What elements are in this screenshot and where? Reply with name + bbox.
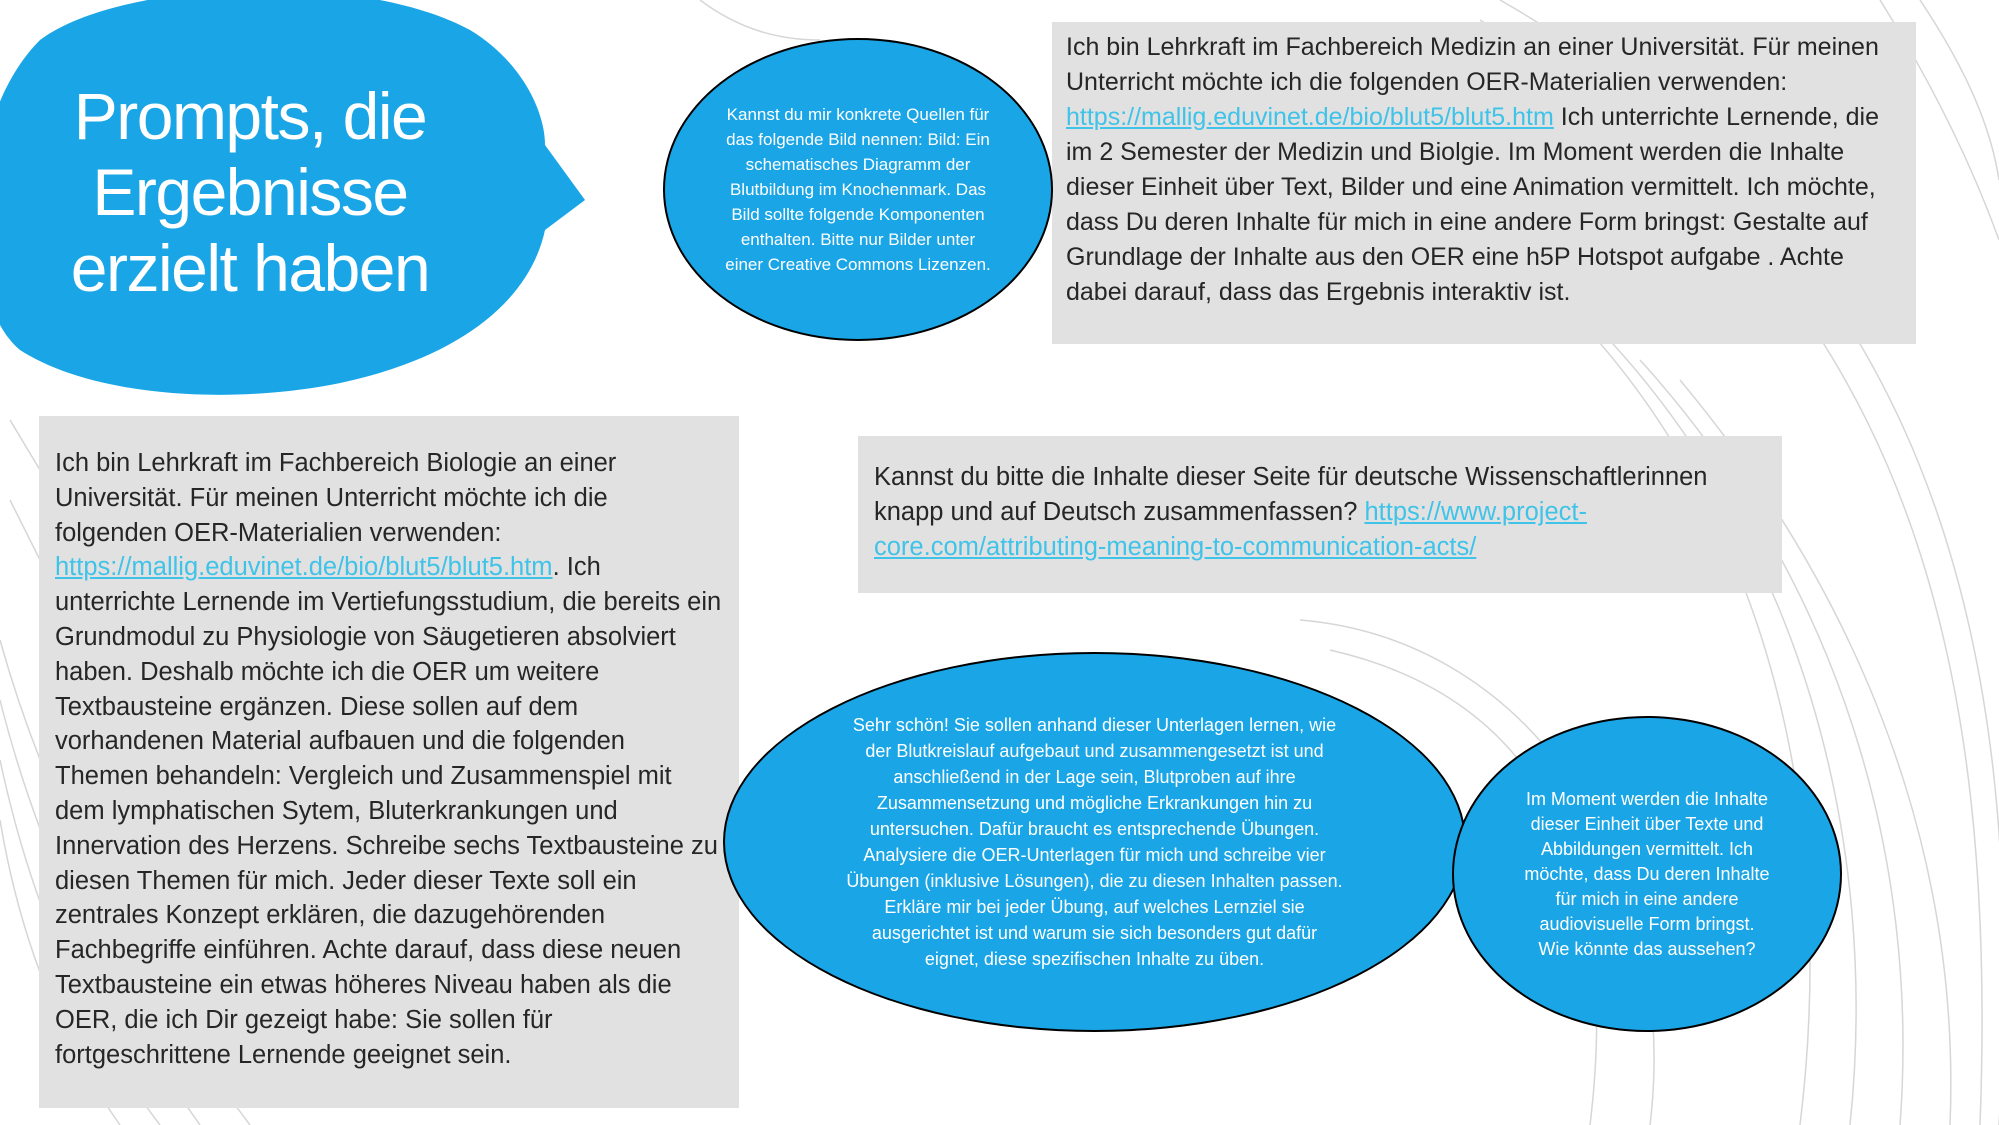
slide-title	[30, 78, 470, 306]
ellipse-text: Kannst du mir konkrete Quellen für das folgende Bild nennen: Bild: Ein schematisches Diagramm der Blutbildung im Knochenmark. Das Bild sollte folgende Komponenten enthalten. Bitte nur Bilder unter einer Creative Commons Lizenzen.	[725, 105, 991, 274]
oer-link[interactable]: https://mallig.eduvinet.de/bio/blut5/blut5.htm	[1066, 103, 1554, 131]
prompt-text: Ich bin Lehrkraft im Fachbereich Medizin an einer Universität. Für meinen Unterricht möchte ich die folgenden OER-Materialien verwenden:	[1066, 33, 1879, 96]
prompt-box-biologie	[39, 416, 739, 1108]
ellipse-text: Im Moment werden die Inhalte dieser Einheit über Texte und Abbildungen vermittelt. Ich möchte, dass Du deren Inhalte für mich in eine andere audiovisuelle Form bringst. Wie könnte das aussehen?	[1524, 788, 1770, 959]
prompt-text: Ich unterrichte Lernende, die im 2 Semester der Medizin und Biolgie. Im Moment werden die Inhalte dieser Einheit über Text, Bilder und eine Animation vermittelt. Ich möchte, dass Du deren Inhalte für mich in eine andere Form bringst: Gestalte auf Grundlage der Inhalte aus den OER eine h5P Hotspot aufgabe . Achte dabei darauf, dass das Ergebnis interaktiv ist.	[1066, 103, 1880, 306]
title-line: Ergebnisse	[92, 155, 408, 229]
prompt-text: Kannst du bitte die Inhalte dieser Seite für deutsche Wissenschaftlerinnen knapp und auf Deutsch zusammenfassen?	[874, 463, 1708, 526]
prompt-text: . Ich unterrichte Lernende im Vertiefungsstudium, die bereits ein Grundmodul zu Physiologie von Säugetieren absolviert haben. Deshalb möchte ich die OER um weitere Textbausteine ergänzen. Diese sollen auf dem vorhandenen Material aufbauen und die folgenden Themen behandeln: Vergleich und Zusammenspiel mit dem lymphatischen Sytem, Bluterkrankungen und Innervation des Herzens. Schreibe sechs Textbausteine zu diesen Themen für mich. Jeder dieser Texte soll ein zentrales Konzept erklären, die dazugehörenden Fachbegriffe einführen. Achte darauf, dass diese neuen Textbausteine ein etwas höheres Niveau haben als die OER, die ich Dir gezeigt habe: Sie sollen für fortgeschrittene Lernende geeignet sein.	[55, 553, 722, 1069]
prompt-ellipse-sources	[663, 38, 1053, 341]
title-line: Prompts, die	[73, 79, 427, 153]
prompt-text: Ich bin Lehrkraft im Fachbereich Biologie an einer Universität. Für meinen Unterricht möchte ich die folgenden OER-Materialien verwenden:	[55, 449, 617, 547]
prompt-box-summary	[858, 436, 1782, 593]
prompt-ellipse-audiovisual	[1452, 716, 1842, 1032]
project-core-link[interactable]: https://www.project-core.com/attributing-meaning-to-communication-acts/	[874, 498, 1587, 561]
ellipse-text: Sehr schön! Sie sollen anhand dieser Unterlagen lernen, wie der Blutkreislauf aufgebaut und zusammengesetzt ist und anschließend in der Lage sein, Blutproben auf ihre Zusammensetzung und mögliche Erkrankungen hin zu untersuchen. Dafür braucht es entsprechende Übungen. Analysiere die OER-Unterlagen für mich und schreibe vier Übungen (inklusive Lösungen), die zu diesen Inhalten passen. Erkläre mir bei jeder Übung, auf welches Lernziel sie ausgerichtet ist und warum sie sich besonders gut dafür eignet, diese spezifischen Inhalte zu üben.	[846, 715, 1343, 969]
prompt-box-medizin	[1052, 22, 1916, 344]
oer-link[interactable]: https://mallig.eduvinet.de/bio/blut5/blut5.htm	[55, 553, 553, 582]
prompt-ellipse-exercises	[723, 652, 1466, 1032]
title-line: erzielt haben	[70, 231, 430, 305]
